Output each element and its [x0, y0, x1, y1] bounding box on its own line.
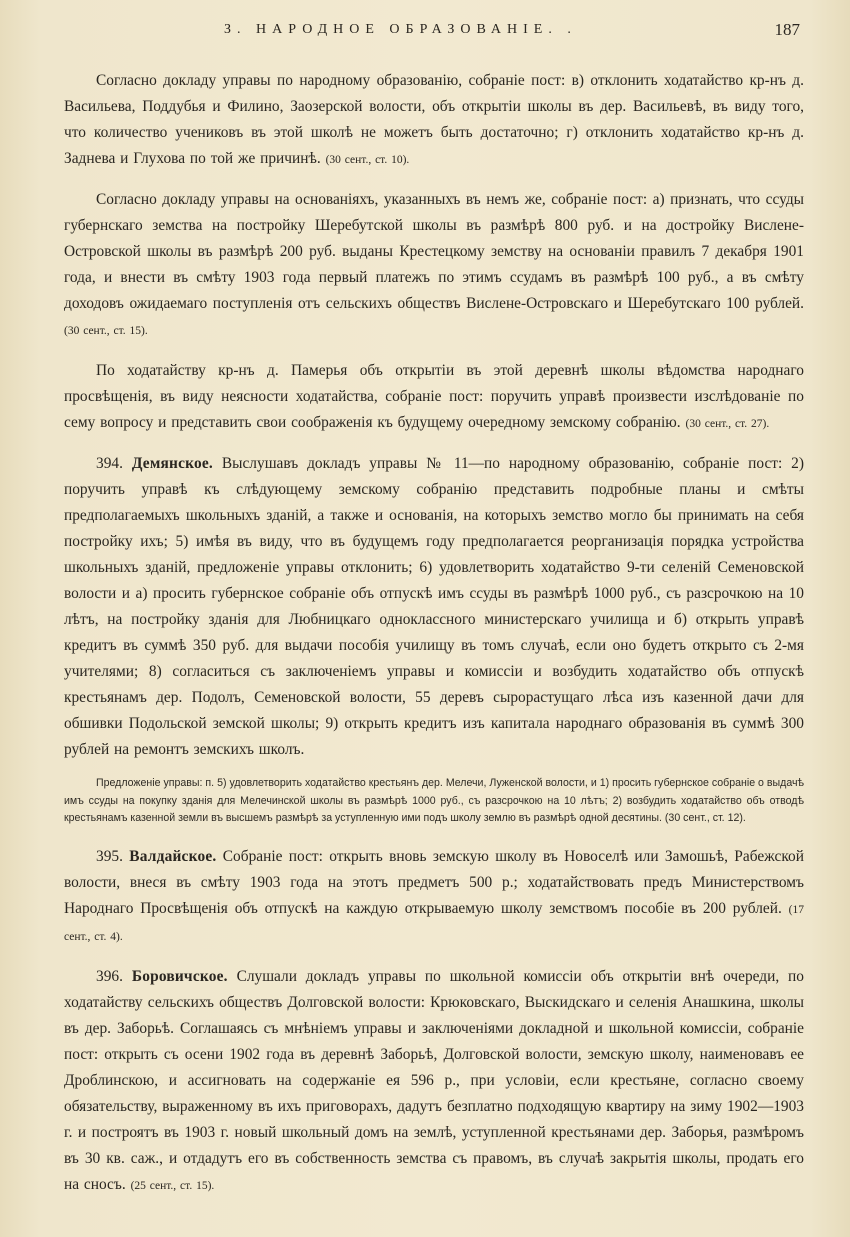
- page-number: 187: [774, 20, 800, 39]
- item-heading: Валдайское.: [129, 847, 217, 865]
- item-heading: Демянское.: [131, 455, 213, 472]
- note-text: Предложенiе управы: п. 5) удовлетворить ходатайство крестьянъ дер. Мелечи, Луженской волости, и 1) просить губернское собранiе о выдачѣ имъ ссуды на покупку зданiя для Мелечинской школы въ размѣрѣ 1000 руб., съ разсрочкою на 10 лѣтъ; 2) возбудить ходатайство объ отводѣ крестьянамъ казенной земли въ высшемъ размѣрѣ за уступленную ими подъ школу землю въ размѣрѣ одной десятины.: [64, 777, 804, 824]
- running-title: З. НАРОДНОЕ ОБРАЗОВАНIЕ. .: [224, 22, 577, 37]
- paragraph-text: Согласно докладу управы по народному образованiю, собранiе пост: в) отклонить ходатайство кр-нъ д. Васильева, Поддубья и Филино, Заозерской волости, объ открытiи школы въ дер. Васильевѣ, въ виду того, что количество учениковъ въ этой школѣ не можетъ быть достаточно; г) отклонить ходатайство кр-нъ д. Заднева и Глухова по той же причинѣ.: [64, 72, 804, 167]
- paragraph-zaozerskaya: [64, 68, 804, 173]
- item-number: 394.: [96, 455, 123, 472]
- session-reference: (17 сент., ст. 4).: [64, 903, 804, 943]
- item-number: 396.: [96, 967, 123, 985]
- item-text: Слушали докладъ управы по школьной комиссiи объ открытiи внѣ очереди, по ходатайству сельскихъ обществъ Долговской волости: Крюковскаго, Выскидскаго и селенiя Анашкина, школы въ дер. Заборьѣ. Соглашаясь съ мнѣнiемъ управы и заключенiями докладной и школьной комиссiи, собранiе пост: открыть съ осени 1902 года въ деревнѣ Заборьѣ, Долговской волости, земскую школу, наименовавъ ее Дроблинскою, и ассигновать на содержанiе ея 596 р., при условiи, если крестьяне, согласно своему обязательству, выраженному въ ихъ приговорахъ, дадутъ безплатно подходящую квартиру на зиму 1902—1903 г. и построятъ въ 1903 г. новый школьный домъ на землѣ, уступленной крестьянами дер. Заборья, размѣромъ въ 30 кв. саж., и отдадутъ его въ собственность земства съ правомъ, въ случаѣ закрытiя школы, продать его на сносъ.: [64, 967, 804, 1193]
- session-reference: (30 сент., ст. 12).: [664, 812, 746, 824]
- running-head: [64, 22, 804, 48]
- paragraph-pamerye: [64, 358, 804, 437]
- item-text: Собранiе пост: открыть вновь земскую школу въ Новоселѣ или Замошьѣ, Рабежской волости, внеся въ смѣту 1903 года на этотъ предметъ 500 р.; ходатайствовать предъ Министерствомъ Народнаго Просвѣщенiя объ отпускѣ на каждую открываемую школу земствомъ пособiе въ 200 рублей.: [64, 847, 804, 917]
- session-reference: (30 сент., ст. 15).: [64, 325, 148, 337]
- session-reference: (30 сент., ст. 27).: [685, 418, 770, 430]
- item-396: [64, 964, 804, 1199]
- paragraph-loans: [64, 187, 804, 344]
- session-reference: (30 сент., ст. 10).: [325, 154, 410, 166]
- item-395: [64, 844, 804, 950]
- item-394: [64, 451, 804, 763]
- item-text: Выслушавъ докладъ управы № 11—по народному образованiю, собранiе пост: 2) поручить управѣ къ слѣдующему земскому собранiю представить подробные планы и смѣты предполагаемыхъ школьныхъ зданiй, а также и основанiя, на которыхъ земство могло бы принимать на себя постройку ихъ; 5) имѣя въ виду, что въ будущемъ году предполагается реорганизацiя порядка устройства школьныхъ зданiй, предложенiе управы отклонить; 6) удовлетворить ходатайство 9-ти селенiй Семеновской волости и а) просить губернское собранiе объ отпускѣ имъ ссуды въ размѣрѣ 1000 руб., съ разсрочкою на 10 лѣтъ, на постройку зданiя для Любницкаго одноклассного министерскаго училища и б) открыть управѣ кредитъ въ суммѣ 350 руб. для выдачи пособiя училищу въ томъ случаѣ, если оно будетъ открыто съ 2-мя учителями; 8) согласиться съ заключенiемъ управы и комиссiи и возбудить ходатайство объ отпускѣ крестьянамъ дер. Подолъ, Семеновской волости, 55 деревъ сырорастущаго лѣса изъ казенной дачи для обшивки Подольской земской школы; 9) открыть кредитъ изъ капитала народнаго образованiя въ суммѣ 300 рублей на ремонтъ земскихъ школъ.: [64, 455, 804, 758]
- paragraph-text: Согласно докладу управы на основанiяхъ, указанныхъ въ немъ же, собранiе пост: а) признать, что ссуды губернскаго земства на постройку Шеребутской школы въ размѣрѣ 800 руб. и на достройку Вислене-Островской школы въ размѣрѣ 200 руб. выданы Крестецкому земству на основанiи правилъ 7 декабря 1901 года, и внести въ смѣту 1903 года первый платежъ по этимъ ссудамъ въ размѣрѣ 100 руб., а въ смѣту доходовъ ожидаемаго поступленiя отъ сельскихъ обществъ Вислене-Островскаго и Шеребутскаго 100 рублей.: [64, 191, 804, 312]
- item-heading: Боровичское.: [131, 967, 228, 985]
- paragraph-text: По ходатайству кр-нъ д. Памерья объ открытiи въ этой деревнѣ школы вѣдомства народнаго просвѣщенiя, въ виду неясности ходатайства, собранiе пост: поручить управѣ произвести изслѣдованiе по сему вопросу и представить свои соображенiя къ будущему очередному земскому собранiю.: [64, 362, 804, 431]
- item-number: 395.: [96, 847, 123, 865]
- session-reference: (25 сент., ст. 15).: [130, 1179, 215, 1192]
- footnote-394: [64, 775, 804, 828]
